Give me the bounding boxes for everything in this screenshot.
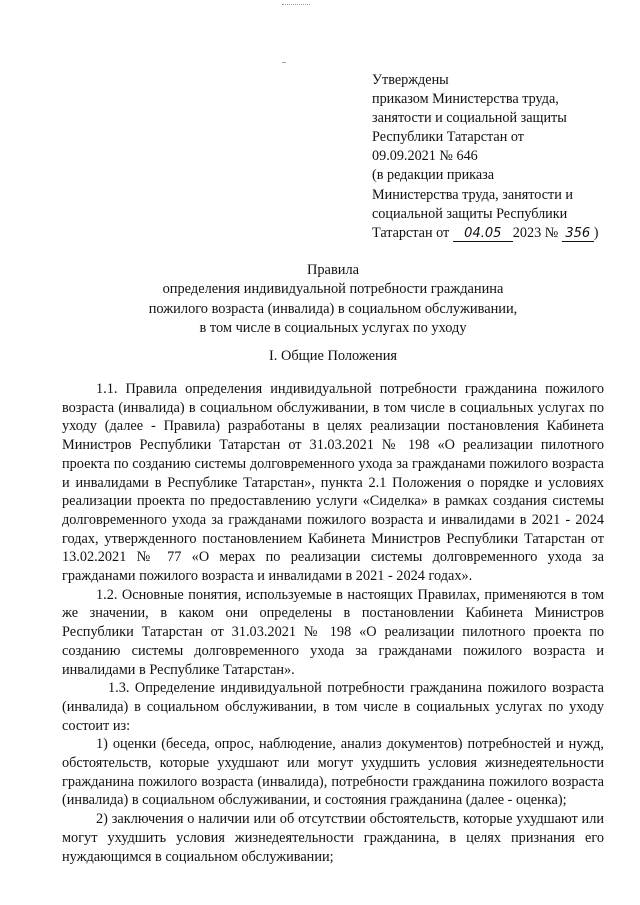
title-line: в том числе в социальных услугах по уходу: [199, 320, 467, 337]
approval-last-prefix: Татарстан от: [372, 224, 453, 241]
title-line: пожилого возраста (инвалида) в социальном обслуживании,: [148, 300, 518, 317]
scan-speck: [282, 62, 286, 63]
approval-line: социальной защиты Республики: [372, 205, 568, 222]
approval-last-line: [372, 224, 622, 243]
paragraph-1-3: 1.3. Определение индивидуальной потребности гражданина пожилого возраста (инвалида) в социальном обслуживании, в том числе в социальных услугах по уходу состоит из:: [62, 680, 604, 734]
approval-block: [372, 71, 622, 243]
document-body: [62, 380, 604, 866]
paragraph-1-2: 1.2. Основные понятия, используемые в настоящих Правилах, применяются в том же значении, в каком они определены в постановлении Кабинета Министров Республики Татарстан от 31.03.2021 № 198 «О реализации пилотного проекта по созданию системы долговременного ухода за гражданами пожилого возраста и инвалидами в Республике Татарстан».: [62, 586, 604, 678]
list-item-1: 1) оценки (беседа, опрос, наблюдение, анализ документов) потребностей и нужд, обстоятельств, которые ухудшают или могут ухудшить условия жизнедеятельности гражданина пожилого возраста (инвалида), потребности гражданина пожилого возраста (инвалида) в социальном обслуживании, и состояния гражданина (далее - оценка);: [62, 736, 604, 809]
approval-line: занятости и социальной защиты: [372, 110, 567, 127]
title-line: Правила: [306, 262, 360, 278]
approval-line: Утверждены: [372, 72, 449, 88]
approval-line: 09.09.2021 № 646: [372, 148, 478, 165]
approval-line: Республики Татарстан от: [372, 129, 524, 146]
approval-last-suffix: ): [593, 224, 599, 241]
approval-line: (в редакции приказа: [372, 167, 495, 184]
document-title: [60, 261, 606, 339]
section-heading: I. Общие Положения: [268, 348, 398, 364]
list-item-2: 2) заключения о наличии или об отсутствии обстоятельств, которые ухудшают или могут ухудшить условия жизнедеятельности гражданина, в целях признания его нуждающимся в социальном обслуживании;: [62, 811, 604, 865]
approval-last-middle: 2023 №: [512, 224, 562, 241]
paragraph-1-1: 1.1. Правила определения индивидуальной потребности гражданина пожилого возраста (инвалида) в социальном обслуживании, в том числе в социальных услугах по уходу (далее - Правила) разработаны в целях реализации постановления Кабинета Министров Республики Татарстан от 31.03.2021 № 198 «О реализации пилотного проекта по созданию системы долговременного ухода за гражданами пожилого возраста и инвалидами в Республике Татарстан», пункта 2.1 Положения о порядке и условиях реализации проекта по предоставлению услуги «Сиделка» в рамках создания системы долговременного ухода за гражданами пожилого возраста и инвалидами в 2021 - 2024 годах, утвержденного постановлением Кабинета Министров Республики Татарстан от 13.02.2021 № 77 «О мерах по реализации системы долговременного ухода за гражданами пожилого возраста и инвалидами в 2021 - 2024 годах».: [62, 381, 604, 585]
title-line: определения индивидуальной потребности гражданина: [162, 281, 504, 298]
approval-line: приказом Министерства труда,: [372, 91, 559, 108]
scan-mark: [282, 4, 310, 6]
approval-line: Министерства труда, занятости и: [372, 186, 573, 203]
handwritten-number: 356: [562, 226, 594, 242]
handwritten-date: 04.05: [453, 226, 513, 242]
